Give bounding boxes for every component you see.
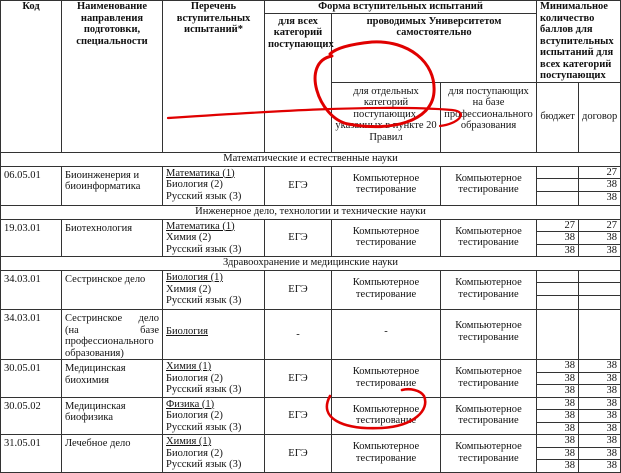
- score-budget: 27: [537, 219, 579, 232]
- header-prof: для поступающих на базе профессионального образования: [441, 82, 537, 152]
- exam-item: Химия (2): [166, 232, 212, 243]
- score-budget: 38: [537, 460, 579, 473]
- exam-list: [163, 219, 265, 257]
- exam-item: Биология (1): [166, 272, 223, 283]
- form-special: Компьютерное тестирование: [332, 397, 441, 435]
- score-contract: 38: [579, 447, 621, 460]
- score-budget: 38: [537, 372, 579, 385]
- program-code: 06.05.01: [1, 166, 62, 205]
- section-row: [1, 152, 621, 166]
- score-budget: [537, 271, 579, 283]
- score-contract: 38: [579, 244, 621, 257]
- score-contract: 38: [579, 191, 621, 205]
- exam-item: Математика (1): [166, 167, 235, 179]
- table-row: [1, 271, 621, 283]
- score-budget: [537, 283, 579, 296]
- score-budget: 38: [537, 385, 579, 398]
- exam-list: [163, 360, 265, 398]
- exam-item: Русский язык (3): [166, 384, 242, 395]
- program-code: 34.03.01: [1, 310, 62, 360]
- exam-item: Химия (2): [166, 283, 212, 295]
- score-budget: [537, 296, 579, 310]
- program-name: Медицинская биохимия: [62, 360, 163, 398]
- score-contract: 27: [579, 166, 621, 179]
- score-contract: 38: [579, 435, 621, 448]
- header-budget: бюджет: [537, 82, 579, 152]
- score-budget: 38: [537, 410, 579, 423]
- table-row: [1, 435, 621, 448]
- score-budget: [537, 310, 579, 360]
- table-row: [1, 219, 621, 232]
- exam-item: Физика (1): [166, 398, 215, 410]
- form-special: Компьютерное тестирование: [332, 166, 441, 205]
- form-prof: Компьютерное тестирование: [441, 360, 537, 398]
- exam-item: Русский язык (3): [166, 421, 242, 433]
- score-contract: 38: [579, 460, 621, 473]
- score-contract: [579, 296, 621, 310]
- section-title: Здравоохранение и медицинские науки: [1, 257, 621, 271]
- score-contract: [579, 283, 621, 296]
- header-all-categories: для всех категорий поступающих: [265, 13, 332, 152]
- form-special: Компьютерное тестирование: [332, 271, 441, 310]
- program-name: Сестринское дело: [62, 271, 163, 310]
- header-form: Форма вступительных испытаний: [265, 1, 537, 14]
- exam-item: Химия (1): [166, 436, 212, 447]
- header-min-score: Минимальное количество баллов для вступительных испытаний для всех категорий поступающих: [537, 1, 621, 83]
- form-prof: Компьютерное тестирование: [441, 271, 537, 310]
- score-budget: 38: [537, 422, 579, 435]
- exam-item: Биология (2): [166, 447, 223, 459]
- form-all: ЕГЭ: [265, 435, 332, 473]
- header-special: для отдельных категорий поступающих, указанных в пункте 20 Правил: [332, 82, 441, 152]
- score-contract: 38: [579, 397, 621, 410]
- score-contract: 38: [579, 410, 621, 423]
- form-prof: Компьютерное тестирование: [441, 435, 537, 473]
- exam-list: [163, 271, 265, 310]
- exam-item: Русский язык (3): [166, 190, 242, 202]
- section-title: Инженерное дело, технологии и технические науки: [1, 205, 621, 219]
- program-code: 19.03.01: [1, 219, 62, 257]
- program-code: 30.05.01: [1, 360, 62, 398]
- header-contract: договор: [579, 82, 621, 152]
- program-name: Биотехнология: [62, 219, 163, 257]
- exam-item: Русский язык (3): [166, 243, 242, 255]
- form-prof: Компьютерное тестирование: [441, 397, 537, 435]
- score-budget: 38: [537, 397, 579, 410]
- exam-item: Биология (2): [166, 410, 223, 421]
- form-prof: Компьютерное тестирование: [441, 219, 537, 257]
- exam-item: Математика (1): [166, 220, 235, 232]
- form-special: Компьютерное тестирование: [332, 219, 441, 257]
- score-budget: [537, 179, 579, 192]
- score-contract: 38: [579, 385, 621, 398]
- section-row: [1, 205, 621, 219]
- form-special: -: [332, 310, 441, 360]
- program-code: 30.05.02: [1, 397, 62, 435]
- score-budget: [537, 191, 579, 205]
- score-contract: 27: [579, 219, 621, 232]
- table-row: [1, 310, 621, 360]
- section-title: Математические и естественные науки: [1, 152, 621, 166]
- score-contract: [579, 271, 621, 283]
- program-name: Медицинская биофизика: [62, 397, 163, 435]
- score-contract: 38: [579, 232, 621, 245]
- score-budget: [537, 166, 579, 179]
- table-body: [1, 152, 621, 472]
- table-row: [1, 397, 621, 410]
- exam-list: [163, 166, 265, 205]
- score-budget: 38: [537, 447, 579, 460]
- exam-item: Биология: [166, 326, 209, 337]
- score-contract: 38: [579, 360, 621, 373]
- header-name: Наименование направления подготовки, специальности: [62, 1, 163, 153]
- form-all: ЕГЭ: [265, 397, 332, 435]
- header-university: проводимых Университетом самостоятельно: [332, 13, 537, 82]
- score-contract: 38: [579, 422, 621, 435]
- form-prof: Компьютерное тестирование: [441, 166, 537, 205]
- program-name: Сестринское дело (на базе профессионального образования): [62, 310, 163, 360]
- form-all: ЕГЭ: [265, 219, 332, 257]
- form-all: ЕГЭ: [265, 166, 332, 205]
- score-budget: 38: [537, 232, 579, 245]
- program-name: Лечебное дело: [62, 435, 163, 473]
- score-budget: 38: [537, 360, 579, 373]
- exam-list: [163, 397, 265, 435]
- score-contract: [579, 310, 621, 360]
- score-budget: 38: [537, 435, 579, 448]
- exam-list: [163, 435, 265, 473]
- exam-item: Биология (2): [166, 372, 223, 384]
- exam-item: Русский язык (3): [166, 459, 242, 470]
- form-special: Компьютерное тестирование: [332, 435, 441, 473]
- exam-item: Биология (2): [166, 179, 223, 190]
- program-code: 31.05.01: [1, 435, 62, 473]
- exam-list: [163, 310, 265, 360]
- score-contract: 38: [579, 372, 621, 385]
- form-all: ЕГЭ: [265, 360, 332, 398]
- score-contract: 38: [579, 179, 621, 192]
- exam-item: Русский язык (3): [166, 295, 242, 306]
- table-row: [1, 360, 621, 373]
- form-prof: Компьютерное тестирование: [441, 310, 537, 360]
- form-all: -: [265, 310, 332, 360]
- program-name: Биоинженерия и биоинформатика: [62, 166, 163, 205]
- exam-item: Химия (1): [166, 361, 212, 372]
- score-budget: 38: [537, 244, 579, 257]
- program-code: 34.03.01: [1, 271, 62, 310]
- header-code: Код: [1, 1, 62, 153]
- section-row: [1, 257, 621, 271]
- table-row: [1, 166, 621, 179]
- form-special: Компьютерное тестирование: [332, 360, 441, 398]
- form-all: ЕГЭ: [265, 271, 332, 310]
- header-exams: Перечень вступительных испытаний*: [163, 1, 265, 153]
